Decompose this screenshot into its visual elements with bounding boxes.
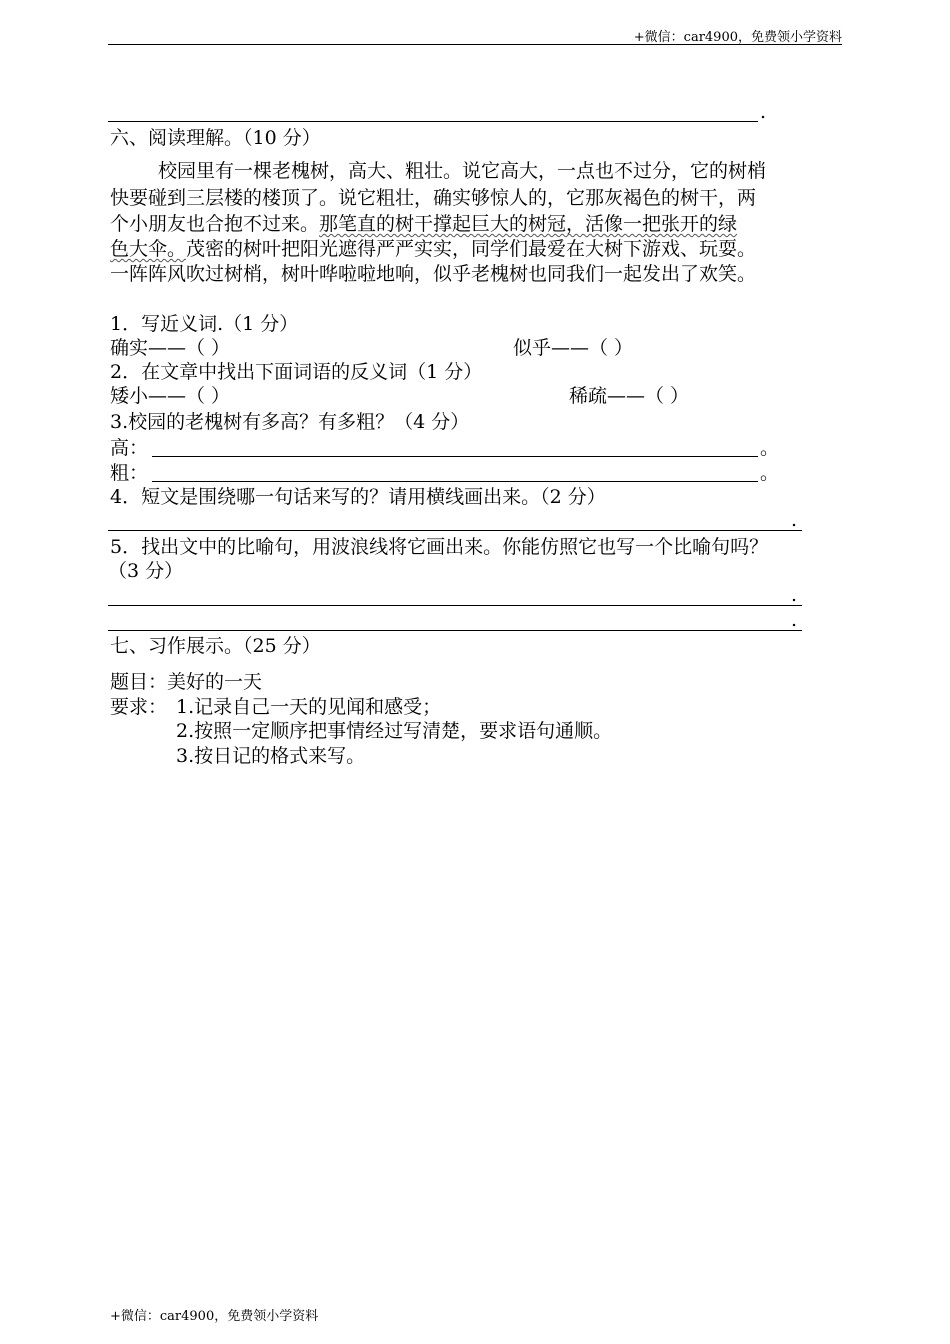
q1-left: 确实——（ ） xyxy=(110,337,231,359)
passage-line-4 xyxy=(110,237,756,261)
q4-answer-line xyxy=(108,530,802,531)
answer-line-top xyxy=(108,121,758,122)
q5-dot-1: . xyxy=(791,584,798,606)
q4-prompt: 4．短文是围绕哪一句话来写的？请用横线画出来。（2 分） xyxy=(110,486,606,508)
q3-cu-label: 粗： xyxy=(110,462,149,484)
q3-cu-answer-line xyxy=(152,481,758,482)
q3-prompt: 3.校园的老槐树有多高？有多粗？（4 分） xyxy=(110,411,470,433)
passage-line-3-wavy: 那笔直的树干撑起巨大的树冠，活像一把张开的绿 xyxy=(319,213,738,235)
q1-right: 似乎——（ ） xyxy=(513,337,634,359)
passage-line-5: 一阵阵风吹过树梢，树叶哗啦啦地响，似乎老槐树也同我们一起发出了欢笑。 xyxy=(110,263,757,285)
q5-answer-line-1 xyxy=(108,605,802,606)
q2-prompt: 2．在文章中找出下面词语的反义词（1 分） xyxy=(110,361,483,383)
passage-line-4-plain: 茂密的树叶把阳光遮得严严实实，同学们最爱在大树下游戏、玩耍。 xyxy=(186,238,757,260)
passage-line-4-wavy: 色大伞。 xyxy=(110,238,187,260)
essay-req-1: 1.记录自己一天的见闻和感受； xyxy=(176,696,442,718)
passage-line-1: 校园里有一棵老槐树，高大、粗壮。说它高大，一点也不过分，它的树梢 xyxy=(158,160,767,182)
header-text: +微信：car4900，免费领小学资料 xyxy=(633,30,842,45)
q5-prompt-line1: 5．找出文中的比喻句，用波浪线将它画出来。你能仿照它也写一个比喻句吗？ xyxy=(110,536,769,558)
essay-topic: 题目：美好的一天 xyxy=(110,671,263,693)
section6-title: 六、阅读理解。（10 分） xyxy=(110,127,321,149)
q3-cu-end: 。 xyxy=(760,462,780,484)
q2-right: 稀疏——（ ） xyxy=(569,385,690,407)
answer-line-top-dot: . xyxy=(760,101,767,123)
footer-text: +微信：car4900，免费领小学资料 xyxy=(110,1309,319,1324)
q2-left: 矮小——（ ） xyxy=(110,385,231,407)
q4-dot: . xyxy=(791,509,798,531)
essay-req-label: 要求： xyxy=(110,696,168,718)
q5-prompt-line2: （3 分） xyxy=(108,560,184,582)
q5-answer-line-2 xyxy=(108,630,802,631)
q3-gao-label: 高： xyxy=(110,437,149,459)
essay-req-3: 3.按日记的格式来写。 xyxy=(176,745,366,767)
essay-req-2: 2.按照一定顺序把事情经过写清楚，要求语句通顺。 xyxy=(176,720,613,742)
passage-line-3 xyxy=(110,212,737,236)
passage-line-3-plain: 个小朋友也合抱不过来。 xyxy=(110,213,320,235)
q3-gao-end: 。 xyxy=(760,437,780,459)
q3-gao-answer-line xyxy=(152,456,758,457)
header-rule xyxy=(108,44,842,45)
section7-title: 七、习作展示。（25 分） xyxy=(110,635,321,657)
q5-dot-2: . xyxy=(791,609,798,631)
passage-line-2: 快要碰到三层楼的楼顶了。说它粗壮，确实够惊人的，它那灰褐色的树干，两 xyxy=(110,187,757,209)
q1-prompt: 1．写近义词.（1 分） xyxy=(110,313,299,335)
